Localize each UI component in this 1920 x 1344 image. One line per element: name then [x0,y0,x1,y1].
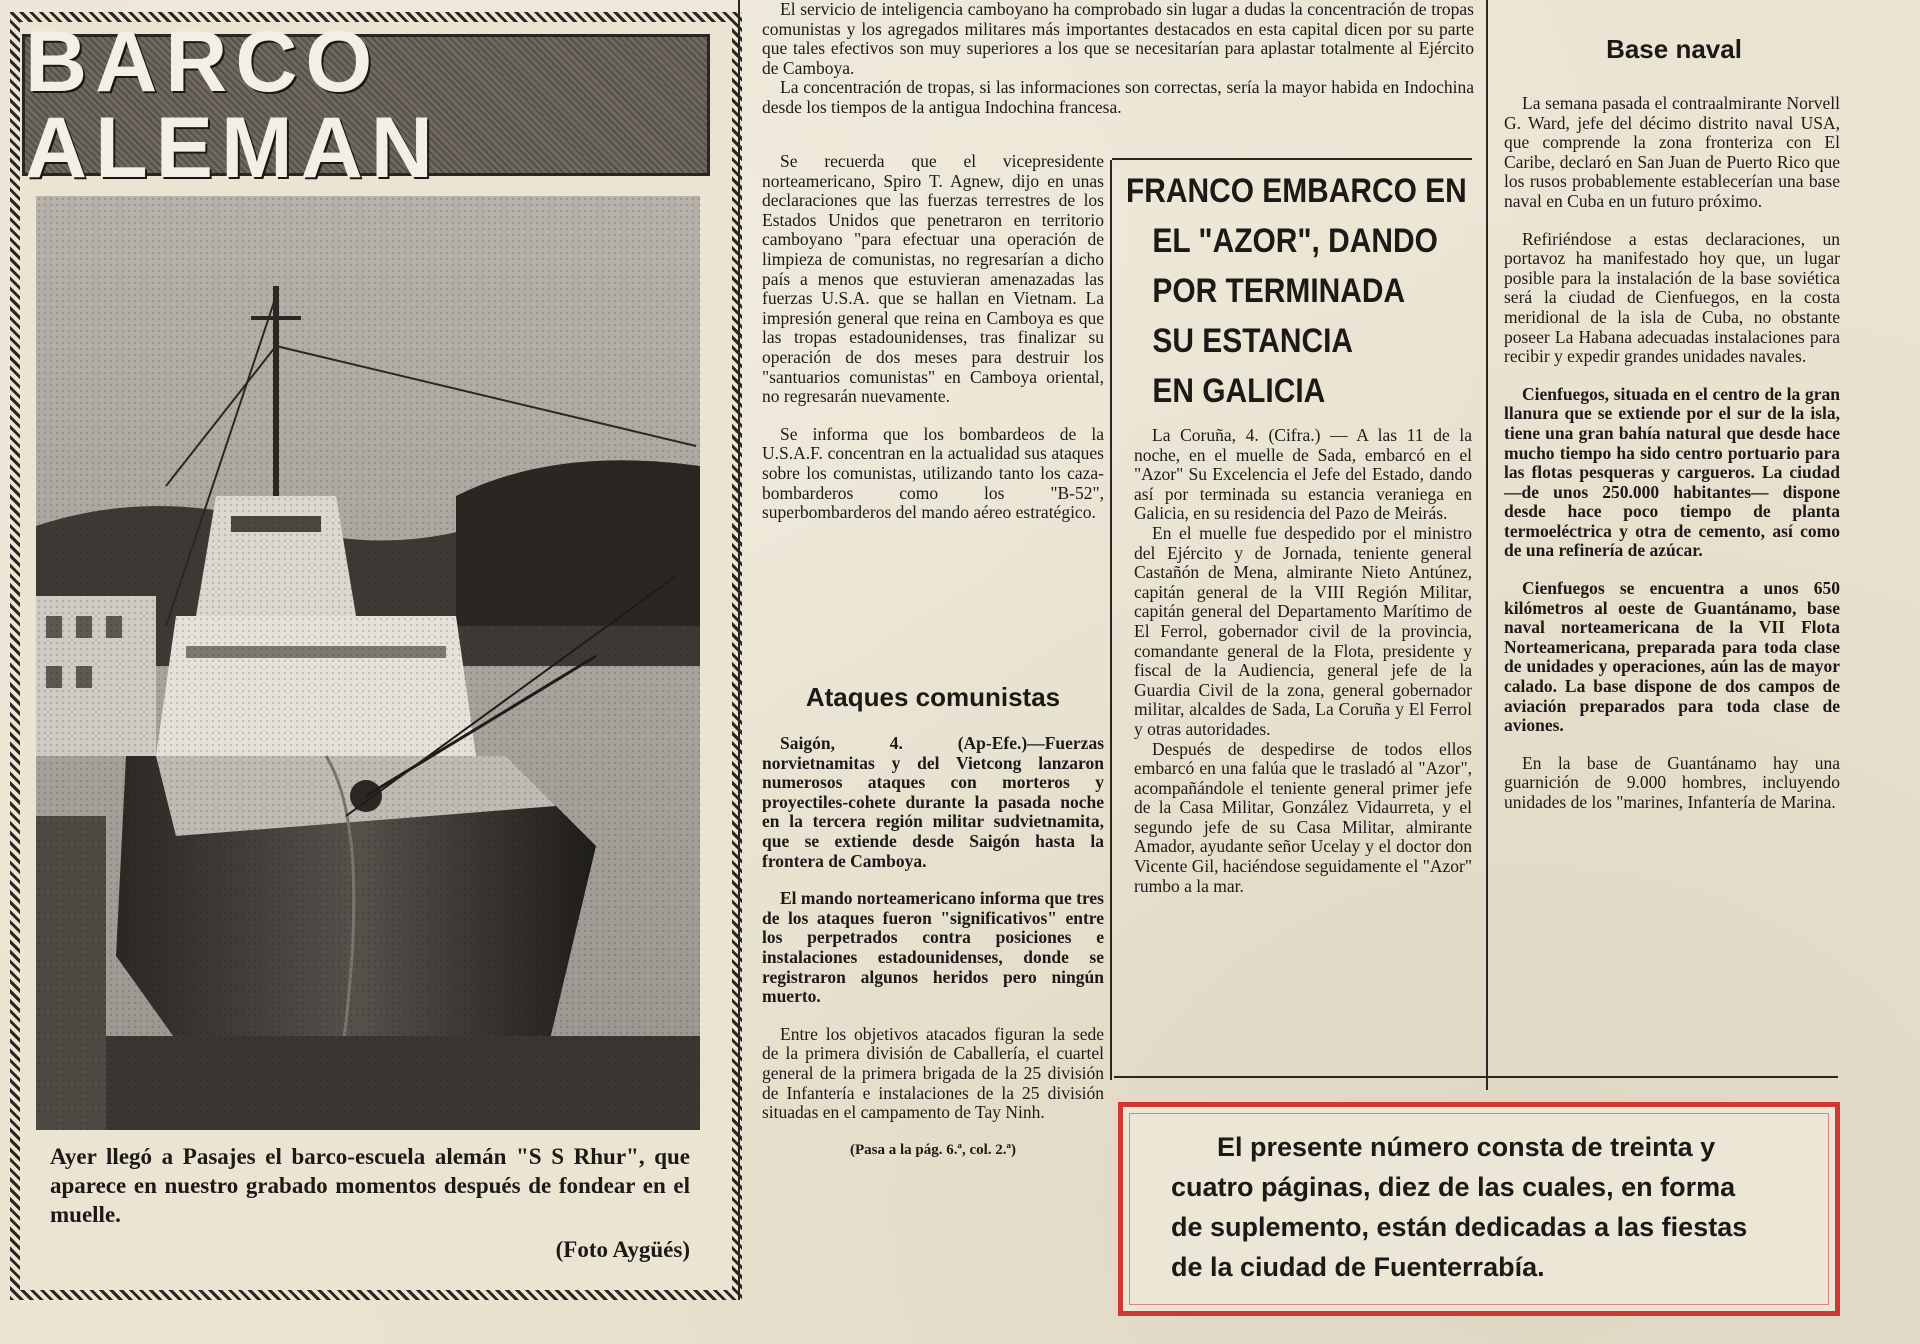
attacks-paragraph-3: Entre los objetivos atacados figuran la sede de la primera división de Caballería, el cuartel general de la primera brigada de la 25 división de Infantería e instalaciones de la 25 división situadas en el campamento de Tay Ninh. [762,1023,1104,1123]
cambodia-paragraph-1: El servicio de inteligencia camboyano ha comprobado sin lugar a dudas la concentración de tropas comunistas y los agregados militares más importantes destacados en esta capital dicen por su parte que tales efectivos son muy superiores a los que se necesitarían para aplastar totalmente al Ejército de Camboya. [762,0,1474,78]
franco-headline-line-5: EN GALICIA [1152,372,1326,410]
franco-top-rule [1112,158,1472,160]
photo-caption-text: Ayer llegó a Pasajes el barco-escuela alemán "S S Rhur", que aparece en nuestro grabado momentos después de fondear en el muelle. [50,1144,690,1227]
notice-text [1171,1127,1791,1287]
photo-article-headline-bar [22,14,710,196]
column-rule-3 [1486,0,1488,1090]
notice-box [1118,1102,1840,1316]
cambodia-article-top [762,0,1474,118]
photo-credit: (Foto Aygüés) [555,1237,690,1262]
attacks-paragraph-2: El mando norteamericano informa que tres de los ataques fueron "significativos" entre los perpetrados contra posiciones e instalaciones estadounidenses, donde se registraron algunos heridos pero ningún muerto. [762,888,1104,1007]
naval-bold-paragraph-2: Cienfuegos se encuentra a unos 650 kilómetros al oeste de Guantánamo, base naval norteamericana de la VII Flota Norteamericana, preparada para toda clase de unidades y operaciones, aún las de mayor calado. La base dispone de dos campos de aviación preparados para toda clase de aviones. [1504,578,1840,736]
cambodia-paragraph-4: Se informa que los bombardeos de la U.S.A.F. concentran en la actualidad sus ataques sobre los comunistas, utilizando tanto los caza-bombarderos como los "B-52", superbombarderos del mando aéreo estratégico. [762,423,1104,523]
cambodia-paragraph-2: La concentración de tropas, si las informaciones son correctas, sería la mayor habida en Indochina desde los tiempos de la antigua Indochina francesa. [762,77,1474,117]
naval-article-body [1504,94,1840,813]
naval-paragraph-2: Refiriéndose a estas declaraciones, un portavoz ha manifestado hoy que, un lugar posible para la instalación de la base soviética será la ciudad de Cienfuegos, en la costa meridional de la isla de Cuba, no obstante poseer La Habana adecuadas instalaciones para recibir y expedir grandes unidades navales. [1504,228,1840,367]
notice-line-3: de suplemento, están dedicadas a las fiestas [1171,1212,1748,1242]
attacks-article [762,734,1104,1160]
continued-line: (Pasa a la pág. 6.ª, col. 2.ª) [849,1141,1017,1158]
franco-paragraph-3: Después de despedirse de todos ellos embarcó en una falúa que le trasladó al "Azor", acompañándole el teniente general primer jefe de la Casa Militar, González Vidaurreta, y el segundo jefe de su Casa Militar, almirante Amador, ayudante señor Ucelay y el doctor don Vicente Gil, haciéndose seguidamente el "Azor" rumbo a la mar. [1134,738,1472,896]
cambodia-article-column [762,152,1104,523]
column-rule-1 [738,0,740,1300]
notice-line-2: cuatro páginas, diez de las cuales, en forma [1171,1172,1736,1202]
photo-article-headline: BARCO ALEMAN [25,14,441,196]
franco-article-body [1134,426,1472,896]
naval-bold-paragraph-1: Cienfuegos, situada en el centro de la gran llanura que se extiende por el sur de la isla, tiene una gran bahía natural que desde hace mucho tiempo ha sido centro portuario para las flotas pesqueras y cargueros. La ciudad —de unos 250.000 habitantes— dispone desde hace poco tiempo de planta termoeléctrica y otra de cemento, así como de una refinería de azúcar. [1504,383,1840,561]
attacks-subhead: Ataques comunistas [805,682,1061,712]
cambodia-paragraph-3: Se recuerda que el vicepresidente norteamericano, Spiro T. Agnew, dijo en unas declaraciones que las fuerzas terrestres de los Estados Unidos que penetraron en territorio camboyano "para efectuar una operación de limpieza de comunistas, no regresarían a dicho país a menos que estuvieran amenazadas las fuerzas U.S.A. que se hallan en Vietnam. La impresión general que reina en Camboya es que las tropas estadounidenses, tras finalizar su operación de dos meses para destruir los "santuarios comunistas" en Camboya oriental, no regresarán nuevamente. [762,151,1104,407]
photo-caption [50,1142,690,1264]
naval-last-paragraph: En la base de Guantánamo hay una guarnición de 9.000 hombres, incluyendo unidades de los "marines, Infantería de Marina. [1504,752,1840,812]
column-rule-2 [1110,160,1112,1080]
ship-photo [36,196,700,1130]
franco-headline-line-3: POR TERMINADA [1152,272,1406,310]
franco-headline [1126,166,1467,416]
franco-paragraph-1: La Coruña, 4. (Cifra.) — A las 11 de la noche, en el muelle de Sada, embarcó en el "Azor" Su Excelencia el Jefe del Estado, dando así por terminada su estancia veraniega en Galicia, en su residencia del Pazo de Meirás. [1134,425,1472,524]
franco-headline-line-1: FRANCO EMBARCO EN [1126,172,1467,210]
naval-paragraph-1: La semana pasada el contraalmirante Norvell G. Ward, jefe del décimo distrito naval USA, que comprende la zona fronteriza con El Caribe, declaró en San Juan de Puerto Rico que los rusos probablemente establecerían una base naval en Cuba en un futuro próximo. [1504,93,1840,211]
notice-line-4: de la ciudad de Fuenterrabía. [1171,1252,1545,1282]
notice-top-rule [1114,1076,1838,1078]
ship-photo-image [36,196,700,1130]
attacks-lead: Saigón, 4. (Ap-Efe.)—Fuerzas norvietnamitas y del Vietcong lanzaron numerosos ataques con morteros y proyectiles-cohete durante la pasada noche en la tercera región militar sudvietnamita, que se extiende desde Saigón hasta la frontera de Camboya. [762,733,1104,871]
naval-subhead: Base naval [1606,34,1742,64]
franco-headline-line-2: EL "AZOR", DANDO [1152,222,1438,260]
notice-line-1: El presente número consta de treinta y [1217,1132,1716,1162]
franco-headline-line-4: SU ESTANCIA [1152,322,1353,360]
franco-paragraph-2: En el muelle fue despedido por el ministro del Ejército y de Jornada, teniente general Castañón de Mena, almirante Nieto Antúnez, capitán general de la VIII Región Militar, capitán general del Departamento Marítimo de El Ferrol, gobernador civil de la provincia, comandante general de la Flota, presidente y fiscal de la Audiencia, general jefe de la Guardia Civil de la zona, general gobernador militar, alcaldes de Sada, La Coruña y El Ferrol y otras autoridades. [1134,522,1472,739]
